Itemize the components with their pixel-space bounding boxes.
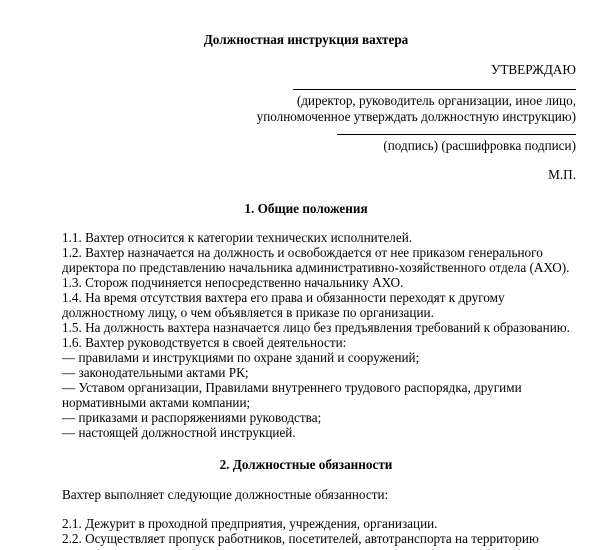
- signature-line: [337, 134, 576, 135]
- section1-line: — Уставом организации, Правилами внутреннего трудового распорядка, другими: [62, 380, 522, 395]
- section1-line: — приказами и распоряжениями руководства;: [62, 410, 322, 425]
- section1-line: 1.4. На время отсутствия вахтера его права и обязанности переходят к другому: [62, 290, 505, 305]
- signature-caption: (подпись) (расшифровка подписи): [383, 138, 576, 153]
- section1-line: 1.2. Вахтер назначается на должность и освобождается от нее приказом генерального: [62, 245, 543, 260]
- approve-word: УТВЕРЖДАЮ: [490, 62, 576, 77]
- section1-line: 1.1. Вахтер относится к категории технических исполнителей.: [62, 230, 413, 245]
- section1-line: — законодательными актами РК;: [62, 365, 249, 380]
- section2-intro: Вахтер выполняет следующие должностные обязанности:: [62, 487, 389, 502]
- section2-line: 2.2. Осуществляет пропуск работников, посетителей, автотранспорта на территорию: [62, 531, 539, 546]
- approver-role-line1: (директор, руководитель организации, иное лицо,: [296, 93, 576, 108]
- section1-line: — настоящей должностной инструкцией.: [62, 425, 296, 440]
- section1-heading: 1. Общие положения: [244, 201, 368, 216]
- approver-signature-line: [293, 89, 576, 90]
- document-title: Должностная инструкция вахтера: [203, 32, 409, 47]
- section2-line: 2.1. Дежурит в проходной предприятия, учреждения, организации.: [62, 516, 438, 531]
- section1-line: должностному лицу, о чем объявляется в приказе по организации.: [62, 305, 434, 320]
- approver-role-line2: уполномоченное утверждать должностную инструкцию): [256, 109, 576, 124]
- stamp-label: М.П.: [548, 167, 576, 182]
- section1-line: 1.3. Сторож подчиняется непосредственно начальнику АХО.: [62, 275, 404, 290]
- section1-line: — правилами и инструкциями по охране зданий и сооружений;: [62, 350, 420, 365]
- section1-line: нормативными актами компании;: [62, 395, 251, 410]
- section1-line: директора по представлению начальника административно-хозяйственного отдела (АХО).: [62, 260, 570, 275]
- section1-line: 1.6. Вахтер руководствуется в своей деятельности:: [62, 335, 347, 350]
- section2-heading: 2. Должностные обязанности: [219, 457, 393, 472]
- section1-line: 1.5. На должность вахтера назначается лицо без предъявления требований к образованию.: [62, 320, 570, 335]
